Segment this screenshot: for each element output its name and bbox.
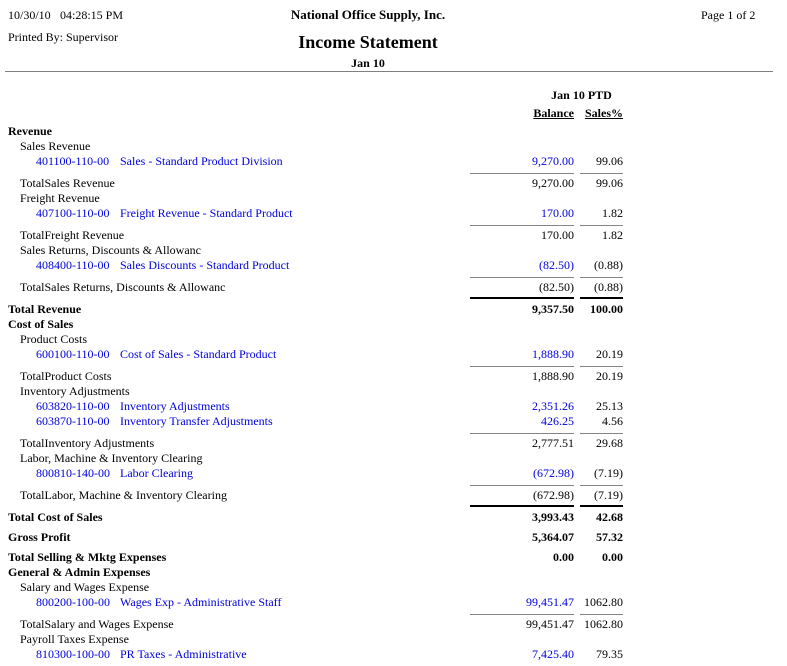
balance-value[interactable]: 170.00 [541,206,574,220]
balance-value[interactable]: 99,451.47 [526,595,574,609]
total-row [0,612,787,632]
total-row [0,223,787,243]
print-date: 10/30/10 [8,8,51,22]
row-label: TotalFreight Revenue [20,228,125,242]
balance-value[interactable]: 9,270.00 [532,154,574,168]
account-description-link[interactable]: Freight Revenue - Standard Product [120,206,293,220]
row-label: TotalProduct Costs [20,369,112,383]
heading-row [0,565,787,580]
sales-pct-value: 0.00 [602,550,623,564]
row-label: TotalSalary and Wages Expense [20,617,174,631]
detail-row [0,595,787,610]
column-header-sales-pct: Sales% [584,106,623,120]
balance-value[interactable]: 7,425.40 [532,647,574,661]
account-number-link[interactable]: 603820-110-00 [36,399,110,413]
account-number-link[interactable]: 800810-140-00 [36,466,110,480]
sales-pct-value: (7.19) [594,466,623,480]
row-label: Freight Revenue [20,191,100,205]
row-label: Sales Revenue [20,139,91,153]
account-number-link[interactable]: 407100-110-00 [36,206,110,220]
row-label: Labor, Machine & Inventory Clearing [20,451,203,465]
balance-value[interactable]: 426.25 [541,414,574,428]
detail-row [0,258,787,273]
sales-pct-value: 25.13 [596,399,623,413]
balance-value: 2,777.51 [532,436,574,450]
report-title: Income Statement [298,32,438,52]
sales-pct-value: 100.00 [590,302,623,316]
printed-by-label: Printed By: Supervisor [8,30,118,44]
sales-pct-value: 20.19 [596,347,623,361]
detail-row [0,647,787,662]
balance-value: (82.50) [539,280,574,294]
boldline-row [0,550,787,565]
account-description-link[interactable]: Cost of Sales - Standard Product [120,347,277,361]
row-label: General & Admin Expenses [8,565,151,579]
page-indicator: Page 1 of 2 [701,8,756,22]
heading-row [0,317,787,332]
balance-value[interactable]: (82.50) [539,258,574,272]
total-row [0,483,787,503]
subheading-row [0,139,787,154]
balance-value: 99,451.47 [526,617,574,631]
account-description-link[interactable]: Sales Discounts - Standard Product [120,258,290,272]
row-label: Sales Returns, Discounts & Allowanc [20,243,201,257]
header-divider [5,71,773,72]
subheading-row [0,384,787,399]
boldline-row [0,530,787,545]
subheading-row [0,243,787,258]
balance-value: 5,364.07 [532,530,574,544]
balance-value: 0.00 [553,550,574,564]
row-label: Revenue [8,124,52,138]
row-label: TotalSales Returns, Discounts & Allowanc [20,280,226,294]
account-number-link[interactable]: 401100-110-00 [36,154,110,168]
sales-pct-value: 1062.80 [584,595,623,609]
row-label: Salary and Wages Expense [20,580,150,594]
detail-row [0,154,787,169]
sales-pct-value: 99.06 [596,154,623,168]
sales-pct-value: 1.82 [602,228,623,242]
sales-pct-value: (0.88) [594,280,623,294]
detail-row [0,206,787,221]
report-body [0,124,787,662]
total-row [0,364,787,384]
sales-pct-value: 1062.80 [584,617,623,631]
row-label: Product Costs [20,332,88,346]
sales-pct-value: 42.68 [596,510,623,524]
detail-row [0,414,787,429]
row-label: Payroll Taxes Expense [20,632,129,646]
sales-pct-value: 57.32 [596,530,623,544]
account-description-link[interactable]: Inventory Adjustments [120,399,230,413]
sales-pct-value: 4.56 [602,414,623,428]
row-label: Gross Profit [8,530,71,544]
account-description-link[interactable]: Labor Clearing [120,466,193,480]
row-label: Total Revenue [8,302,82,316]
account-number-link[interactable]: 810300-100-00 [36,647,110,661]
detail-row [0,466,787,481]
row-label: Total Cost of Sales [8,510,103,524]
sales-pct-value: 1.82 [602,206,623,220]
column-group-header: Jan 10 PTD [551,88,612,102]
account-number-link[interactable]: 600100-110-00 [36,347,110,361]
account-number-link[interactable]: 603870-110-00 [36,414,110,428]
total-row [0,275,787,295]
subheading-row [0,451,787,466]
account-description-link[interactable]: Sales - Standard Product Division [120,154,283,168]
balance-value: 170.00 [541,228,574,242]
sales-pct-value: (7.19) [594,488,623,502]
column-header-balance: Balance [533,106,574,120]
subheading-row [0,632,787,647]
balance-value: 3,993.43 [532,510,574,524]
sales-pct-value: 29.68 [596,436,623,450]
detail-row [0,399,787,414]
subheading-row [0,580,787,595]
detail-row [0,347,787,362]
heading-row [0,124,787,139]
row-label: Cost of Sales [8,317,74,331]
print-time: 04:28:15 PM [60,8,124,22]
sales-pct-value: 20.19 [596,369,623,383]
row-label: TotalInventory Adjustments [20,436,155,450]
grandtotal-row [0,296,787,317]
sales-pct-value: (0.88) [594,258,623,272]
row-label: Total Selling & Mktg Expenses [8,550,167,564]
account-number-link[interactable]: 408400-110-00 [36,258,110,272]
balance-value[interactable]: 1,888.90 [532,347,574,361]
row-label: TotalSales Revenue [20,176,115,190]
balance-value: 9,270.00 [532,176,574,190]
balance-value: 1,888.90 [532,369,574,383]
account-description-link[interactable]: Wages Exp - Administrative Staff [120,595,282,609]
balance-value[interactable]: 2,351.26 [532,399,574,413]
subheading-row [0,191,787,206]
balance-value: 9,357.50 [532,302,574,316]
grandtotal-row [0,504,787,525]
account-description-link[interactable]: Inventory Transfer Adjustments [120,414,273,428]
total-row [0,171,787,191]
sales-pct-value: 79.35 [596,647,623,661]
subheading-row [0,332,787,347]
report-period: Jan 10 [351,56,385,70]
row-label: TotalLabor, Machine & Inventory Clearing [20,488,227,502]
account-number-link[interactable]: 800200-100-00 [36,595,110,609]
sales-pct-value: 99.06 [596,176,623,190]
balance-value: (672.98) [533,488,574,502]
total-row [0,431,787,451]
company-name: National Office Supply, Inc. [290,7,446,22]
row-label: Inventory Adjustments [20,384,130,398]
balance-value[interactable]: (672.98) [533,466,574,480]
account-description-link[interactable]: PR Taxes - Administrative [120,647,247,661]
